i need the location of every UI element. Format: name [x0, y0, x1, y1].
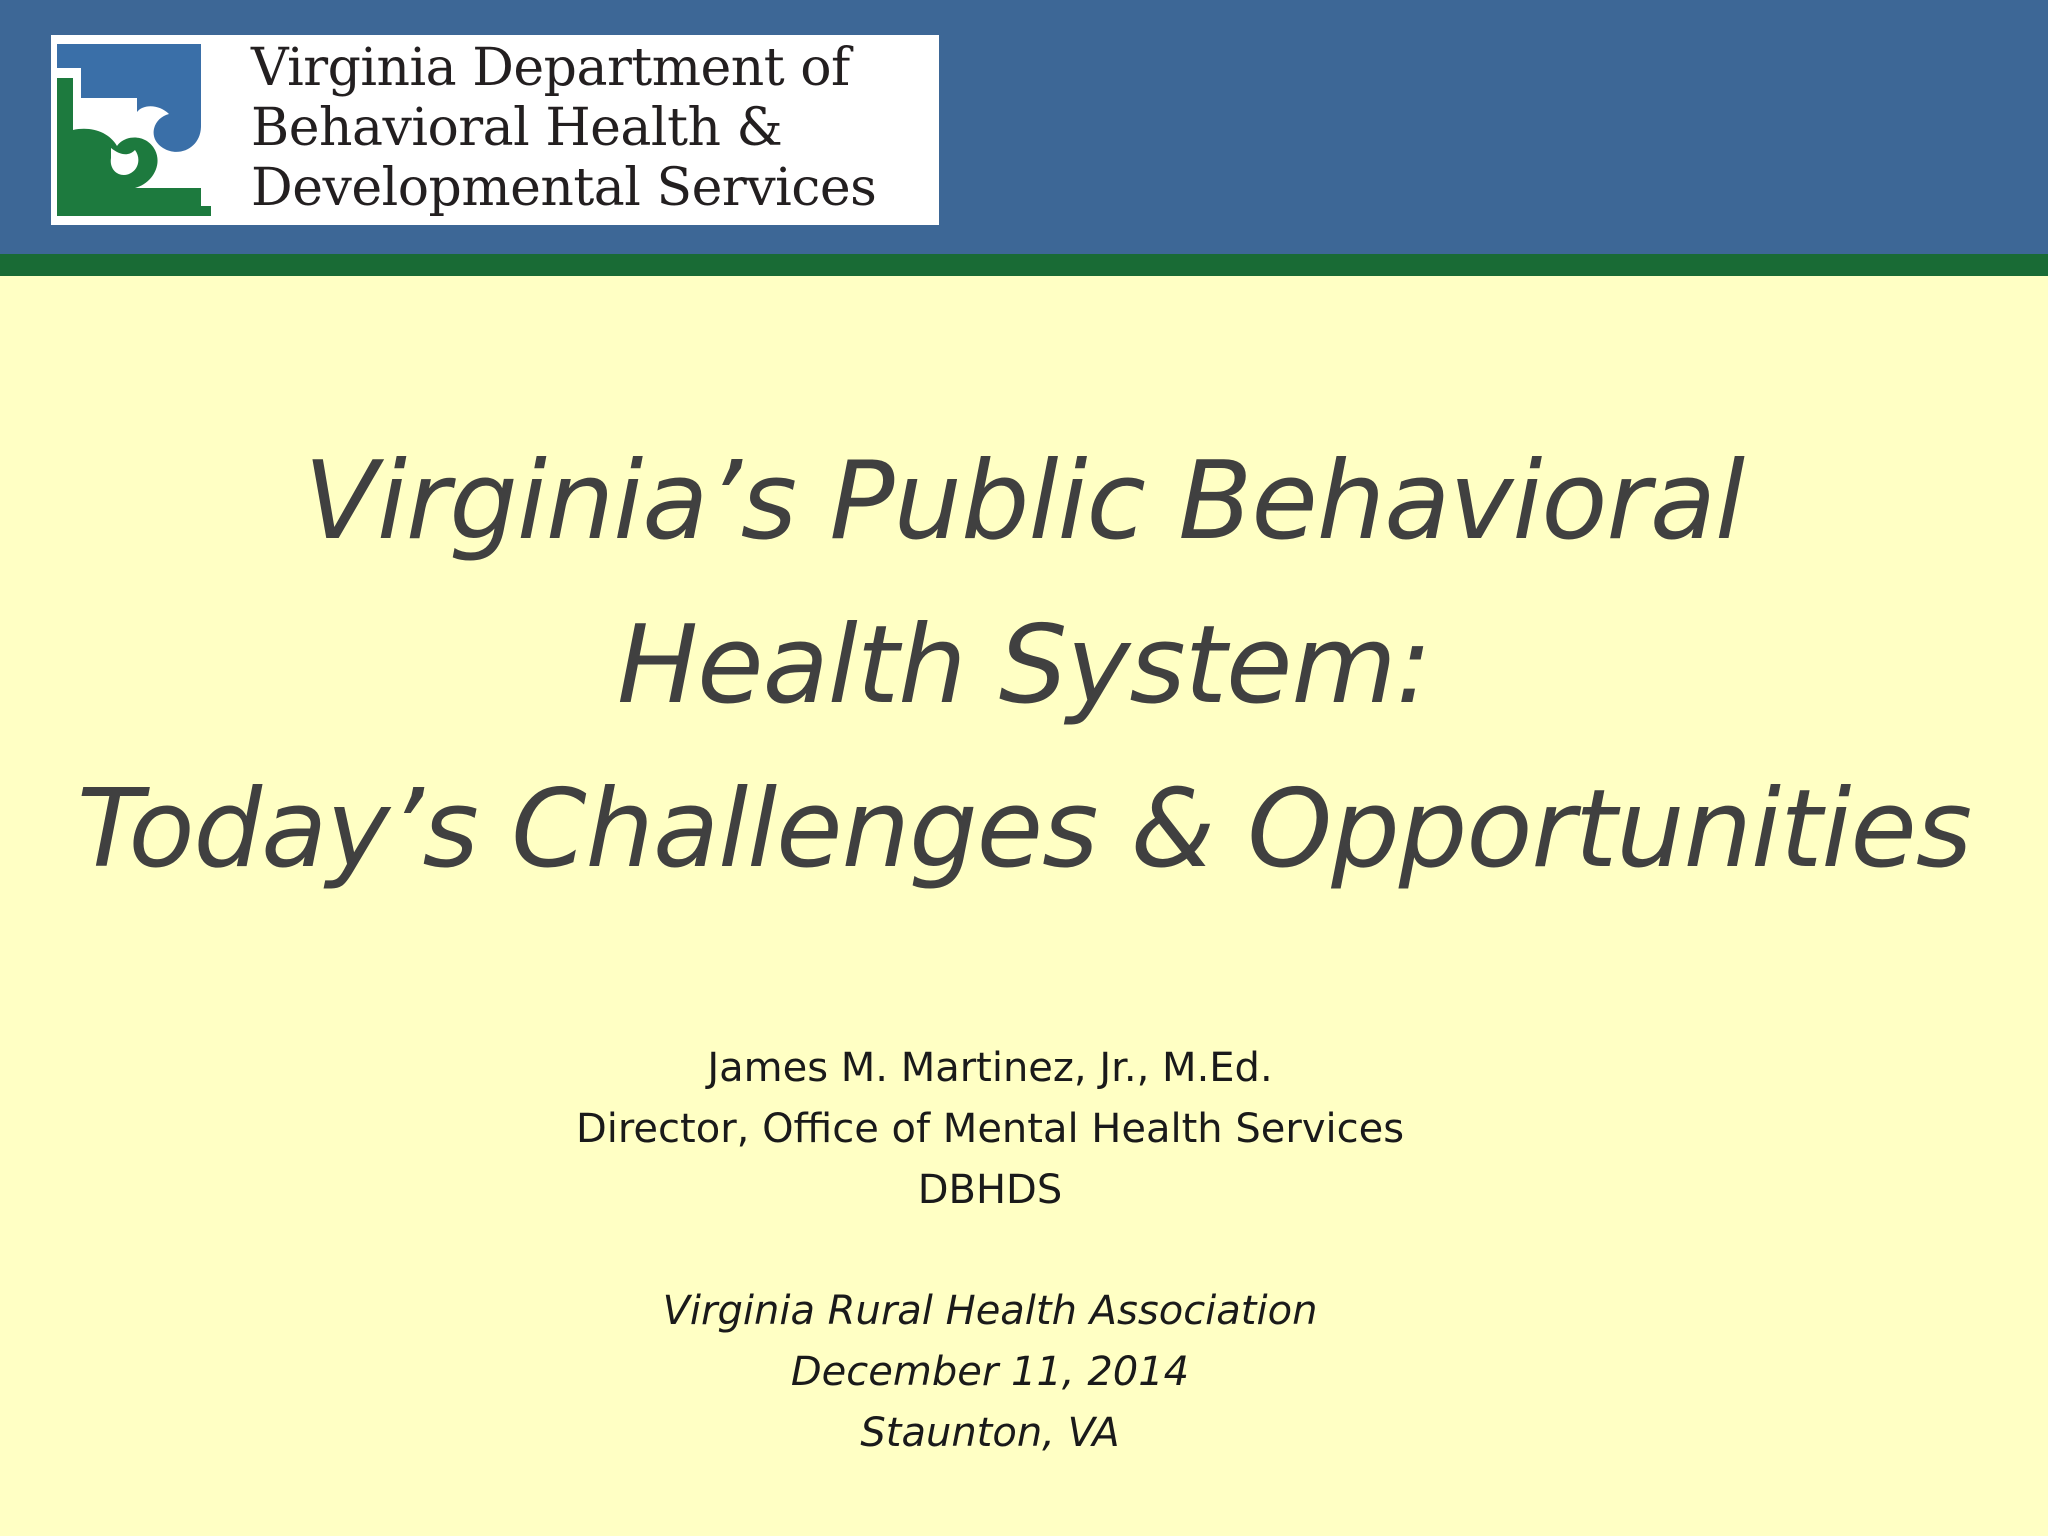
- presenter-name: James M. Martinez, Jr., M.Ed.: [707, 1045, 1273, 1091]
- logo-line: Behavioral Health &: [251, 98, 783, 158]
- logo-text: [251, 38, 937, 218]
- title-line: Virginia’s Public Behavioral: [303, 439, 1745, 564]
- slide-title: [0, 420, 2048, 912]
- logo-line: Virginia Department of: [251, 38, 850, 98]
- event-location: Staunton, VA: [860, 1410, 1120, 1456]
- presenter-position: Director, Office of Mental Health Services: [575, 1106, 1405, 1152]
- event-name: Virginia Rural Health Association: [662, 1288, 1318, 1334]
- title-line: Health System:: [616, 603, 1432, 728]
- dbhds-logo: [51, 35, 939, 225]
- logo-line: Developmental Services: [251, 158, 877, 218]
- presenter-info: [0, 1038, 1980, 1221]
- event-date: December 11, 2014: [790, 1349, 1190, 1395]
- event-info: [0, 1281, 1980, 1464]
- header-stripe: [0, 254, 2048, 276]
- dbhds-logo-mark-icon: [51, 38, 223, 222]
- title-line: Today’s Challenges & Opportunities: [76, 767, 1972, 892]
- presenter-organization: DBHDS: [917, 1167, 1063, 1213]
